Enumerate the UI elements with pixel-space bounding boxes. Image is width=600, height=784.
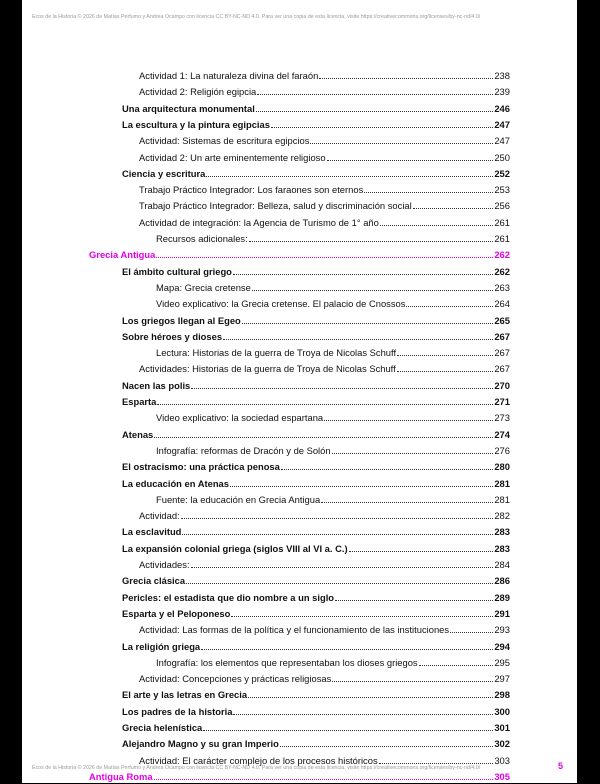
toc-entry[interactable] <box>122 118 510 132</box>
toc-entry[interactable] <box>122 542 510 556</box>
toc-entry[interactable] <box>156 232 510 246</box>
toc-entry-page: 283 <box>494 543 510 554</box>
header-license-note: Ecos de la Historia © 2026 de Matías Perfumo y Andrea Ocampo con licencia CC BY-NC-ND 4.0. Para ver una copia de esta licencia, visite https://creativecommons.org/licenses/by-nc-nd/4.0/ <box>32 14 481 20</box>
toc-dot-leader <box>230 477 493 487</box>
toc-entry[interactable] <box>122 591 510 605</box>
toc-dot-leader <box>332 444 494 454</box>
toc-entry-label: Actividad 1: La naturaleza divina del faraón <box>139 70 319 81</box>
toc-entry[interactable] <box>122 428 510 442</box>
toc-dot-leader <box>154 428 493 438</box>
toc-entry-page: 267 <box>494 331 510 342</box>
toc-entry[interactable] <box>122 607 510 621</box>
toc-entry-page: 303 <box>494 755 510 766</box>
toc-entry-page: 301 <box>494 722 510 733</box>
toc-entry-label: La educación en Atenas <box>122 478 229 489</box>
toc-entry[interactable] <box>122 574 510 588</box>
toc-entry-page: 246 <box>494 103 510 114</box>
toc-dot-leader <box>206 167 493 177</box>
toc-entry[interactable] <box>139 199 510 213</box>
toc-entry-page: 291 <box>494 608 510 619</box>
toc-entry[interactable] <box>139 183 510 197</box>
toc-entry-label: Actividad: Concepciones y prácticas religiosas <box>139 673 332 684</box>
toc-entry-label: Actividad 2: Religión egipcia <box>139 86 257 97</box>
toc-dot-leader <box>379 754 494 764</box>
toc-entry-page: 247 <box>494 119 510 130</box>
toc-entry-page: 289 <box>494 592 510 603</box>
toc-entry-label: Pericles: el estadista que dio nombre a un siglo <box>122 592 335 603</box>
toc-entry-page: 264 <box>494 298 510 309</box>
toc-entry-label: Sobre héroes y dioses <box>122 331 223 342</box>
toc-entry-label: Mapa: Grecia cretense <box>156 282 251 293</box>
page-number: 5 <box>558 761 564 771</box>
toc-entry[interactable] <box>122 640 510 654</box>
toc-entry-label: La esclavitud <box>122 526 182 537</box>
toc-entry-page: 283 <box>494 526 510 537</box>
toc-entry-label: La religión griega <box>122 641 201 652</box>
toc-entry-label: Grecia Antigua <box>89 249 156 260</box>
toc-entry-page: 274 <box>494 429 510 440</box>
toc-dot-leader <box>327 151 494 161</box>
toc-entry-page: 267 <box>494 347 510 358</box>
toc-entry-label: El ostracismo: una práctica penosa <box>122 461 280 472</box>
toc-entry[interactable] <box>156 444 510 458</box>
toc-entry-page: 282 <box>494 510 510 521</box>
toc-entry-label: Atenas <box>122 429 154 440</box>
toc-section-entry[interactable] <box>89 770 510 784</box>
toc-entry-label: Los padres de la historia <box>122 706 233 717</box>
toc-entry-label: Esparta <box>122 396 157 407</box>
toc-entry-page: 247 <box>494 135 510 146</box>
toc-dot-leader <box>364 183 493 193</box>
toc-entry-label: Actividad: <box>139 510 180 521</box>
toc-dot-leader <box>271 118 493 128</box>
toc-entry-label: La escultura y la pintura egipcias <box>122 119 270 130</box>
toc-entry-page: 252 <box>494 168 510 179</box>
toc-entry-page: 261 <box>494 233 510 244</box>
toc-dot-leader <box>319 69 493 79</box>
toc-dot-leader <box>380 216 494 226</box>
toc-entry[interactable] <box>139 216 510 230</box>
toc-entry-label: Actividades: Historias de la guerra de Troya de Nicolas Schuff <box>139 363 396 374</box>
toc-entry-page: 262 <box>494 266 510 277</box>
toc-entry-page: 238 <box>494 70 510 81</box>
toc-dot-leader <box>223 330 493 340</box>
toc-entry-page: 261 <box>494 217 510 228</box>
toc-dot-leader <box>201 640 493 650</box>
toc-dot-leader <box>154 770 494 780</box>
toc-entry[interactable] <box>122 688 510 702</box>
toc-entry-label: El ámbito cultural griego <box>122 266 232 277</box>
toc-dot-leader <box>321 493 493 503</box>
toc-entry-label: Actividad 2: Un arte eminentemente religioso <box>139 152 326 163</box>
toc-dot-leader <box>406 297 493 307</box>
toc-entry-page: 239 <box>494 86 510 97</box>
toc-dot-leader <box>233 705 493 715</box>
toc-entry-page: 276 <box>494 445 510 456</box>
toc-dot-leader <box>233 265 493 275</box>
toc-dot-leader <box>191 379 493 389</box>
toc-entry-label: Infografía: los elementos que representaban los dioses griegos <box>156 657 418 668</box>
toc-dot-leader <box>450 623 493 633</box>
toc-dot-leader <box>249 232 494 242</box>
document-page <box>22 0 577 783</box>
footer-license-note: Ecos de la Historia © 2026 de Matías Perfumo y Andrea Ocampo con licencia CC BY-NC-ND 4.0. Para ver una copia de esta licencia, visite https://creativecommons.org/licenses/by-nc-nd/4.0/ <box>32 765 481 771</box>
toc-entry-page: 281 <box>494 494 510 505</box>
toc-entry[interactable] <box>139 509 510 523</box>
toc-entry[interactable] <box>122 705 510 719</box>
toc-entry[interactable] <box>156 411 510 425</box>
toc-entry[interactable] <box>139 85 510 99</box>
toc-entry-page: 270 <box>494 380 510 391</box>
toc-entry[interactable] <box>122 265 510 279</box>
toc-entry-label: Grecia clásica <box>122 575 186 586</box>
toc-dot-leader <box>397 346 493 356</box>
toc-dot-leader <box>231 607 493 617</box>
toc-entry[interactable] <box>139 558 510 572</box>
toc-entry-label: Trabajo Práctico Integrador: Belleza, salud y discriminación social <box>139 200 412 211</box>
toc-entry-page: 294 <box>494 641 510 652</box>
toc-entry-page: 253 <box>494 184 510 195</box>
toc-entry[interactable] <box>122 460 510 474</box>
toc-dot-leader <box>349 542 494 552</box>
toc-entry[interactable] <box>122 314 510 328</box>
toc-entry-label: Los griegos llegan al Egeo <box>122 315 241 326</box>
toc-entry-label: Alejandro Magno y su gran Imperio <box>122 738 279 749</box>
toc-entry[interactable] <box>139 151 510 165</box>
toc-entry-page: 297 <box>494 673 510 684</box>
toc-entry-label: Recursos adicionales: <box>156 233 248 244</box>
toc-entry-label: Antigua Roma <box>89 771 153 782</box>
toc-entry[interactable] <box>139 623 510 637</box>
toc-entry[interactable] <box>122 721 510 735</box>
toc-dot-leader <box>248 688 493 698</box>
toc-entry-label: Una arquitectura monumental <box>122 103 255 114</box>
toc-entry[interactable] <box>156 493 510 507</box>
toc-dot-leader <box>413 199 494 209</box>
toc-entry-page: 302 <box>494 738 510 749</box>
toc-dot-leader <box>242 314 494 324</box>
toc-entry[interactable] <box>122 395 510 409</box>
toc-entry-label: Trabajo Práctico Integrador: Los faraones son eternos <box>139 184 364 195</box>
toc-entry-label: Fuente: la educación en Grecia Antigua <box>156 494 321 505</box>
toc-dot-leader <box>182 525 493 535</box>
toc-entry-page: 286 <box>494 575 510 586</box>
toc-dot-leader <box>256 102 494 112</box>
toc-dot-leader <box>203 721 493 731</box>
toc-entry-label: Actividad de integración: la Agencia de Turismo de 1° año <box>139 217 379 228</box>
toc-entry[interactable] <box>139 134 510 148</box>
toc-dot-leader <box>419 656 494 666</box>
toc-entry[interactable] <box>156 281 510 295</box>
toc-dot-leader <box>186 574 493 584</box>
toc-entry-page: 263 <box>494 282 510 293</box>
toc-dot-leader <box>397 362 494 372</box>
toc-entry-label: Esparta y el Peloponeso <box>122 608 231 619</box>
toc-entry-page: 267 <box>494 363 510 374</box>
toc-entry-label: Actividad: El carácter complejo de los procesos históricos <box>139 755 378 766</box>
toc-dot-leader <box>191 558 494 568</box>
toc-dot-leader <box>257 85 493 95</box>
toc-entry-label: Grecia helenística <box>122 722 203 733</box>
toc-entry[interactable] <box>122 167 510 181</box>
toc-section-entry[interactable] <box>89 248 510 262</box>
toc-dot-leader <box>280 737 494 747</box>
toc-entry-page: 262 <box>494 249 510 260</box>
toc-entry-page: 250 <box>494 152 510 163</box>
toc-entry[interactable] <box>122 102 510 116</box>
toc-entry-page: 271 <box>494 396 510 407</box>
toc-entry[interactable] <box>122 330 510 344</box>
toc-entry-page: 280 <box>494 461 510 472</box>
toc-entry-page: 295 <box>494 657 510 668</box>
toc-entry-label: Video explicativo: la sociedad espartana <box>156 412 324 423</box>
toc-dot-leader <box>335 591 493 601</box>
toc-entry-page: 273 <box>494 412 510 423</box>
toc-entry[interactable] <box>139 672 510 686</box>
toc-dot-leader <box>157 395 493 405</box>
toc-entry[interactable] <box>122 525 510 539</box>
toc-entry[interactable] <box>122 737 510 751</box>
toc-entry-page: 284 <box>494 559 510 570</box>
toc-entry[interactable] <box>122 379 510 393</box>
toc-entry-label: Lectura: Historias de la guerra de Troya de Nicolas Schuff <box>156 347 397 358</box>
toc-entry-page: 300 <box>494 706 510 717</box>
toc-entry[interactable] <box>156 656 510 670</box>
toc-entry-label: Actividades: <box>139 559 190 570</box>
toc-entry-label: Infografía: reformas de Dracón y de Solón <box>156 445 331 456</box>
toc-dot-leader <box>181 509 494 519</box>
toc-dot-leader <box>281 460 493 470</box>
toc-entry[interactable] <box>156 346 510 360</box>
toc-entry[interactable] <box>122 477 510 491</box>
toc-entry-label: El arte y las letras en Grecia <box>122 689 248 700</box>
toc-entry-label: Actividad: Sistemas de escritura egipcios <box>139 135 310 146</box>
toc-entry-page: 281 <box>494 478 510 489</box>
toc-dot-leader <box>156 248 493 258</box>
toc-entry[interactable] <box>139 69 510 83</box>
toc-entry-label: La expansión colonial griega (siglos VIII al VI a. C.) <box>122 543 348 554</box>
toc-entry-label: Nacen las polis <box>122 380 191 391</box>
toc-entry-label: Actividad: Las formas de la política y el funcionamiento de las instituciones <box>139 624 450 635</box>
toc-entry-page: 265 <box>494 315 510 326</box>
toc-entry-page: 293 <box>494 624 510 635</box>
toc-entry-label: Video explicativo: la Grecia cretense. El palacio de Cnossos <box>156 298 406 309</box>
toc-entry-page: 305 <box>494 771 510 782</box>
toc-entry-page: 256 <box>494 200 510 211</box>
toc-dot-leader <box>332 672 493 682</box>
toc-entry[interactable] <box>139 362 510 376</box>
toc-dot-leader <box>252 281 494 291</box>
toc-entry-page: 298 <box>494 689 510 700</box>
toc-dot-leader <box>324 411 493 421</box>
toc-entry[interactable] <box>156 297 510 311</box>
toc-entry-label: Ciencia y escritura <box>122 168 206 179</box>
toc-dot-leader <box>310 134 493 144</box>
